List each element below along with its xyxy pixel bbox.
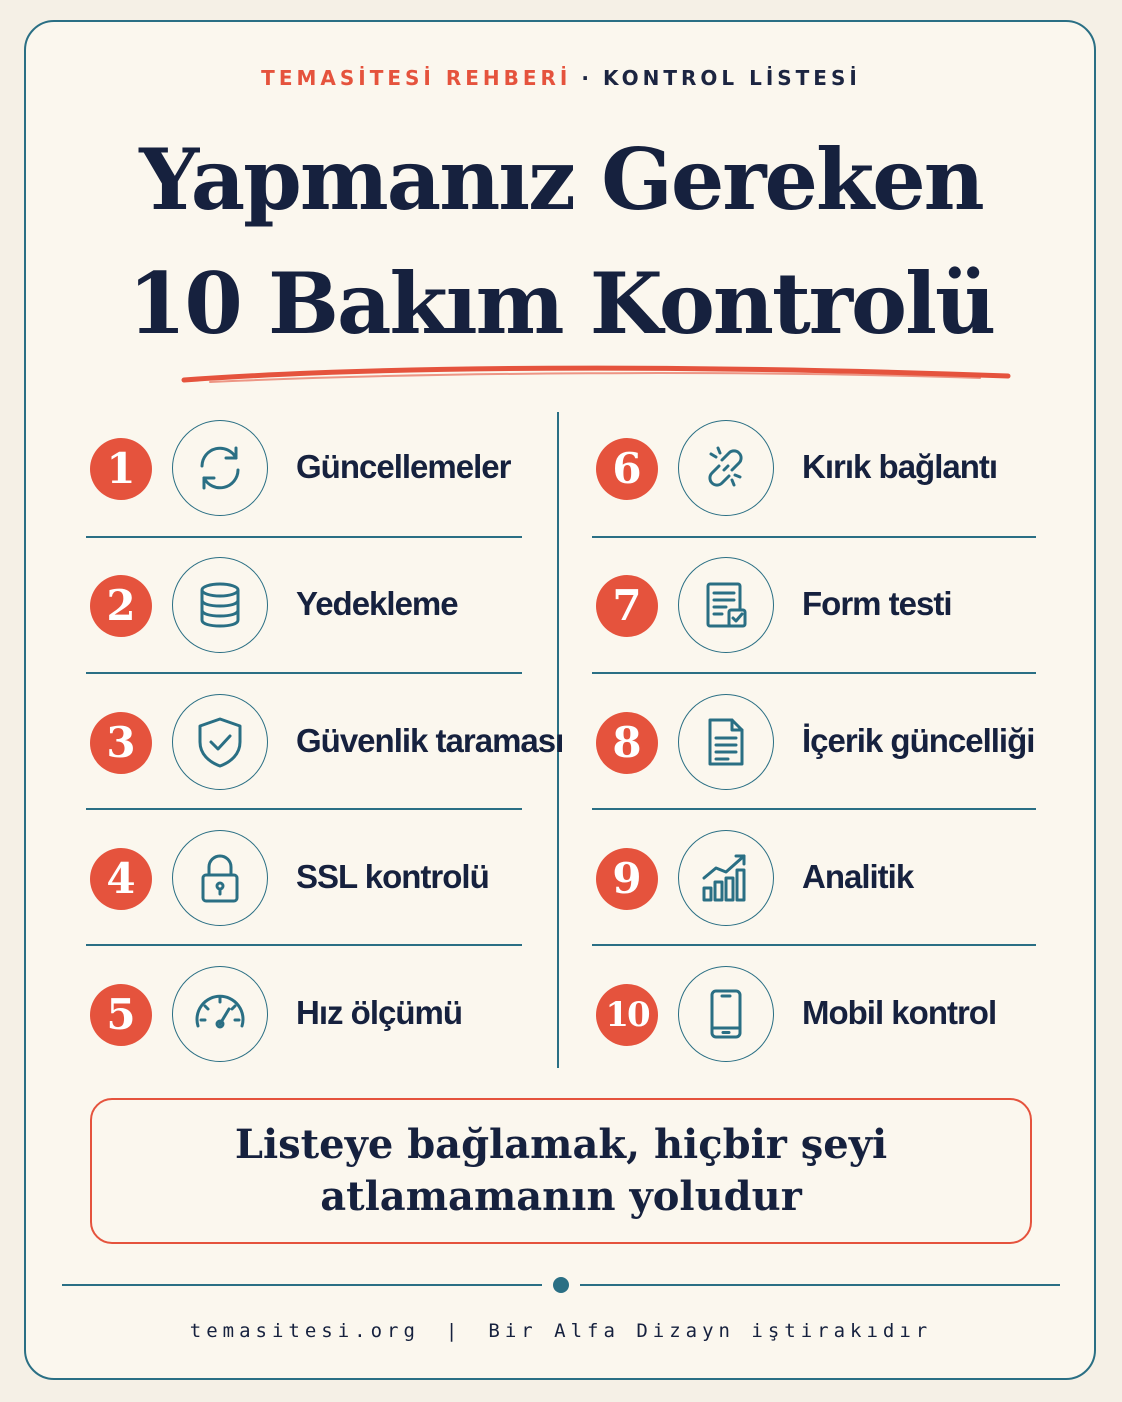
footer-note: Bir Alfa Dizayn iştirakıdır xyxy=(488,1320,933,1342)
item-number-badge: 4 xyxy=(90,848,152,910)
item-number-badge: 5 xyxy=(90,984,152,1046)
quote-text: Listeye bağlamak, hiçbir şeyi atlamamanın yoludur xyxy=(234,1121,888,1220)
item-label: Form testi xyxy=(802,585,952,622)
row-divider xyxy=(592,536,1036,538)
item-label: Kırık bağlantı xyxy=(802,448,998,485)
item-label: Güvenlik taraması xyxy=(296,722,564,759)
item-number-badge: 10 xyxy=(596,984,658,1046)
row-divider xyxy=(592,672,1036,674)
header-brand: TEMASİTESİ REHBERİ xyxy=(261,66,572,90)
lock-icon xyxy=(172,830,268,926)
header-subtitle: KONTROL LİSTESİ xyxy=(602,66,861,90)
footer-site-link[interactable]: temasitesi.org xyxy=(189,1320,420,1342)
refresh-icon xyxy=(172,420,268,516)
item-number-badge: 1 xyxy=(90,438,152,500)
row-divider xyxy=(86,536,522,538)
item-label: İçerik güncelliği xyxy=(802,722,1035,759)
item-label: Mobil kontrol xyxy=(802,994,997,1031)
database-icon xyxy=(172,557,268,653)
item-number-badge: 9 xyxy=(596,848,658,910)
footer xyxy=(0,1320,1122,1342)
item-label: Hız ölçümü xyxy=(296,994,463,1031)
form-check-icon xyxy=(678,557,774,653)
row-divider xyxy=(86,672,522,674)
row-divider xyxy=(592,808,1036,810)
quote-box xyxy=(90,1098,1032,1244)
speedometer-icon xyxy=(172,966,268,1062)
broken-link-icon xyxy=(678,420,774,516)
document-icon xyxy=(678,694,774,790)
header-separator: · xyxy=(581,66,593,90)
item-label: Analitik xyxy=(802,858,914,895)
title-line-1: Yapmanız Gereken xyxy=(139,130,983,229)
footer-divider-right xyxy=(580,1284,1060,1286)
row-divider xyxy=(86,944,522,946)
item-number-badge: 3 xyxy=(90,712,152,774)
row-divider xyxy=(592,944,1036,946)
footer-dot xyxy=(553,1277,569,1293)
item-label: Yedekleme xyxy=(296,585,458,622)
footer-separator: | xyxy=(445,1320,463,1342)
footer-divider-left xyxy=(62,1284,542,1286)
item-number-badge: 6 xyxy=(596,438,658,500)
row-divider xyxy=(86,808,522,810)
item-number-badge: 8 xyxy=(596,712,658,774)
item-number-badge: 2 xyxy=(90,575,152,637)
item-label: SSL kontrolü xyxy=(296,858,489,895)
item-number-badge: 7 xyxy=(596,575,658,637)
mobile-phone-icon xyxy=(678,966,774,1062)
header-kicker xyxy=(0,66,1122,90)
page-title xyxy=(0,118,1122,366)
analytics-chart-icon xyxy=(678,830,774,926)
item-label: Güncellemeler xyxy=(296,448,511,485)
title-underline-brush xyxy=(180,360,1012,390)
title-line-2: 10 Bakım Kontrolü xyxy=(127,254,995,353)
shield-check-icon xyxy=(172,694,268,790)
